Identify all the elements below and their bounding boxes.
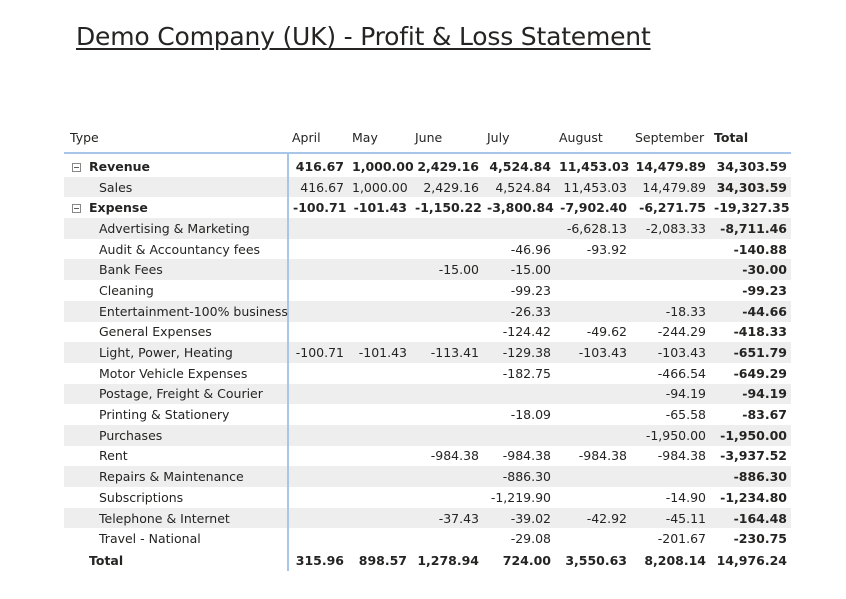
row-label: Expense	[89, 200, 148, 216]
row-total-cell: -651.79	[710, 342, 791, 363]
row-total-cell: -94.19	[710, 384, 791, 405]
row-header-cell	[64, 259, 288, 280]
value-cell	[288, 218, 348, 239]
row-label: Sales	[99, 179, 133, 195]
grand-total-cell: 315.96	[295, 552, 344, 568]
row-label: Advertising & Marketing	[99, 220, 250, 236]
value-cell: -37.43	[411, 508, 483, 529]
value-cell: -1,219.90	[490, 489, 551, 505]
value-cell	[555, 425, 631, 446]
row-label: Bank Fees	[99, 262, 163, 278]
value-cell	[348, 239, 411, 260]
value-cell: -2,083.33	[631, 218, 710, 239]
account-row	[64, 342, 791, 363]
value-cell	[411, 280, 483, 301]
column-header-type[interactable]: Type	[64, 122, 288, 153]
row-total-cell: -44.66	[710, 301, 791, 322]
value-cell	[348, 508, 411, 529]
value-cell	[411, 301, 483, 322]
account-row	[64, 218, 791, 239]
category-row	[64, 153, 791, 177]
value-cell: -244.29	[657, 324, 706, 340]
value-cell	[411, 404, 483, 425]
row-header-cell	[64, 239, 288, 260]
row-total-cell: -30.00	[710, 259, 791, 280]
value-cell	[288, 384, 348, 405]
row-label: Rent	[99, 448, 128, 464]
value-cell	[348, 301, 411, 322]
row-header-cell	[64, 153, 288, 177]
value-cell	[288, 259, 348, 280]
row-header-cell	[64, 404, 288, 425]
account-row	[64, 528, 791, 549]
minus-square-icon[interactable]	[72, 163, 81, 172]
value-cell: -26.33	[483, 301, 555, 322]
value-cell	[288, 280, 348, 301]
value-cell	[411, 528, 483, 549]
row-header-cell	[64, 177, 288, 198]
value-cell	[555, 259, 631, 280]
value-cell: -65.58	[665, 407, 706, 423]
value-cell	[348, 280, 411, 301]
category-row	[64, 197, 791, 218]
value-cell	[288, 322, 348, 343]
value-cell: -113.41	[411, 342, 483, 363]
row-header-cell	[64, 342, 288, 363]
row-label: Light, Power, Heating	[99, 345, 233, 361]
row-header-cell	[64, 487, 288, 508]
row-header-cell	[64, 363, 288, 384]
value-cell	[288, 425, 348, 446]
value-cell	[631, 259, 710, 280]
value-cell: -886.30	[483, 466, 555, 487]
row-total-cell: -886.30	[710, 466, 791, 487]
value-cell: 14,479.89	[635, 158, 706, 174]
value-cell: 4,524.84	[483, 177, 555, 198]
value-cell: -100.71	[293, 200, 347, 216]
value-cell: -100.71	[288, 342, 348, 363]
grand-total-label: Total	[64, 549, 288, 571]
value-cell: 4,524.84	[489, 158, 551, 174]
column-header-total[interactable]: Total	[710, 122, 791, 153]
value-cell	[288, 487, 348, 508]
value-cell	[411, 425, 483, 446]
value-cell	[348, 363, 411, 384]
minus-square-icon[interactable]	[72, 204, 81, 213]
row-label: Postage, Freight & Courier	[99, 386, 263, 402]
row-header-cell	[64, 218, 288, 239]
value-cell: -49.62	[586, 324, 627, 340]
grand-total-cell: 8,208.14	[644, 552, 706, 568]
account-row	[64, 301, 791, 322]
value-cell: -103.43	[631, 342, 710, 363]
value-cell: 1,000.00	[352, 158, 414, 174]
value-cell	[348, 446, 411, 467]
row-total-cell: -230.75	[733, 531, 787, 547]
value-cell: -45.11	[631, 508, 710, 529]
row-total-cell: 34,303.59	[716, 158, 787, 174]
row-header-cell	[64, 197, 288, 218]
row-label: Revenue	[89, 158, 151, 174]
header-row	[64, 122, 791, 153]
value-cell	[348, 528, 411, 549]
value-cell	[288, 404, 348, 425]
value-cell	[483, 425, 555, 446]
row-label: Printing & Stationery	[99, 407, 230, 423]
column-header-april[interactable]: April	[288, 122, 348, 153]
value-cell	[483, 218, 555, 239]
value-cell	[348, 259, 411, 280]
value-cell: -984.38	[578, 448, 627, 464]
value-cell	[555, 466, 631, 487]
row-header-cell	[64, 301, 288, 322]
row-label: Audit & Accountancy fees	[99, 241, 261, 257]
value-cell: -18.33	[631, 301, 710, 322]
column-header-july[interactable]: July	[483, 122, 555, 153]
value-cell: 11,453.03	[559, 158, 630, 174]
row-header-cell	[64, 528, 288, 549]
value-cell	[555, 301, 631, 322]
value-cell: -984.38	[657, 448, 706, 464]
value-cell: -18.09	[510, 407, 551, 423]
value-cell: -94.19	[631, 384, 710, 405]
value-cell	[555, 487, 631, 508]
row-total-cell: -649.29	[733, 365, 787, 381]
row-total-cell: -83.67	[742, 407, 787, 423]
row-total-cell: -418.33	[733, 324, 787, 340]
grand-total-cell: 14,976.24	[716, 552, 787, 568]
account-row	[64, 177, 791, 198]
row-total-cell: -19,327.35	[714, 200, 790, 216]
value-cell	[483, 384, 555, 405]
value-cell	[348, 425, 411, 446]
value-cell	[411, 239, 483, 260]
value-cell	[555, 404, 631, 425]
row-header-cell	[64, 322, 288, 343]
value-cell: 416.67	[288, 177, 348, 198]
row-header-cell	[64, 466, 288, 487]
account-row	[64, 322, 791, 343]
value-cell	[631, 239, 710, 260]
value-cell: -46.96	[510, 241, 551, 257]
value-cell	[411, 218, 483, 239]
value-cell	[348, 384, 411, 405]
row-label: Telephone & Internet	[99, 510, 230, 526]
value-cell: -29.08	[510, 531, 551, 547]
value-cell: -1,950.00	[631, 425, 710, 446]
value-cell: 11,453.03	[555, 177, 631, 198]
value-cell	[631, 280, 710, 301]
value-cell: -39.02	[483, 508, 555, 529]
row-header-cell	[64, 425, 288, 446]
value-cell: 14,479.89	[631, 177, 710, 198]
column-header-may[interactable]: May	[348, 122, 411, 153]
account-row	[64, 239, 791, 260]
row-label: General Expenses	[99, 324, 212, 340]
report-title: Demo Company (UK) - Profit & Loss Statement	[76, 22, 651, 51]
account-row	[64, 404, 791, 425]
value-cell: -129.38	[483, 342, 555, 363]
value-cell: -42.92	[555, 508, 631, 529]
account-row	[64, 363, 791, 384]
row-total-cell: -3,937.52	[720, 448, 787, 464]
row-label: Travel - National	[99, 531, 201, 547]
row-header-cell	[64, 508, 288, 529]
value-cell	[348, 218, 411, 239]
row-total-cell: 34,303.59	[710, 177, 791, 198]
value-cell: -93.92	[586, 241, 627, 257]
row-total-cell: -164.48	[710, 508, 791, 529]
value-cell: -6,271.75	[639, 200, 706, 216]
value-cell: -99.23	[510, 282, 551, 298]
grand-total-cell: 724.00	[502, 552, 551, 568]
value-cell: 2,429.16	[417, 158, 479, 174]
value-cell	[411, 384, 483, 405]
row-total-cell: -1,234.80	[720, 489, 787, 505]
value-cell: -14.90	[665, 489, 706, 505]
value-cell	[288, 508, 348, 529]
value-cell: -466.54	[657, 365, 706, 381]
value-cell: -984.38	[502, 448, 551, 464]
value-cell	[411, 487, 483, 508]
row-header-cell	[64, 280, 288, 301]
value-cell	[288, 239, 348, 260]
value-cell	[288, 363, 348, 384]
value-cell: -103.43	[555, 342, 631, 363]
value-cell: -124.42	[502, 324, 551, 340]
grand-total-cell: 3,550.63	[565, 552, 627, 568]
value-cell: -101.43	[348, 342, 411, 363]
column-header-august[interactable]: August	[555, 122, 631, 153]
row-total-cell: -8,711.46	[710, 218, 791, 239]
column-header-september[interactable]: September	[631, 122, 710, 153]
grand-total-cell: 1,278.94	[417, 552, 479, 568]
value-cell: -101.43	[353, 200, 407, 216]
row-total-cell: -140.88	[733, 241, 787, 257]
value-cell: 1,000.00	[348, 177, 411, 198]
value-cell	[288, 301, 348, 322]
value-cell: -182.75	[502, 365, 551, 381]
grand-total-cell: 898.57	[358, 552, 407, 568]
value-cell: -1,150.22	[415, 200, 482, 216]
value-cell	[631, 466, 710, 487]
value-cell	[348, 466, 411, 487]
column-header-june[interactable]: June	[411, 122, 483, 153]
account-row	[64, 425, 791, 446]
row-header-cell	[64, 446, 288, 467]
value-cell: -7,902.40	[560, 200, 627, 216]
value-cell: -201.67	[657, 531, 706, 547]
grand-total-row	[64, 549, 791, 571]
value-cell: -3,800.84	[487, 200, 554, 216]
value-cell	[288, 466, 348, 487]
value-cell	[555, 280, 631, 301]
row-total-cell: -99.23	[742, 282, 787, 298]
value-cell	[411, 466, 483, 487]
value-cell	[288, 528, 348, 549]
account-row	[64, 259, 791, 280]
value-cell	[555, 384, 631, 405]
value-cell: 2,429.16	[411, 177, 483, 198]
value-cell	[348, 487, 411, 508]
value-cell	[348, 404, 411, 425]
value-cell: -15.00	[483, 259, 555, 280]
value-cell	[555, 363, 631, 384]
pl-matrix-table	[64, 122, 791, 571]
value-cell	[348, 322, 411, 343]
account-row	[64, 487, 791, 508]
row-label: Entertainment-100% business	[99, 303, 288, 319]
account-row	[64, 446, 791, 467]
value-cell	[288, 446, 348, 467]
account-row	[64, 508, 791, 529]
value-cell: -984.38	[430, 448, 479, 464]
account-row	[64, 384, 791, 405]
value-cell: 416.67	[295, 158, 344, 174]
row-label: Cleaning	[99, 282, 154, 298]
row-header-cell	[64, 384, 288, 405]
row-label: Subscriptions	[99, 489, 184, 505]
value-cell	[555, 528, 631, 549]
value-cell	[411, 322, 483, 343]
value-cell: -15.00	[411, 259, 483, 280]
row-total-cell: -1,950.00	[710, 425, 791, 446]
account-row	[64, 280, 791, 301]
value-cell: -6,628.13	[555, 218, 631, 239]
row-label: Repairs & Maintenance	[99, 469, 244, 485]
value-cell	[411, 363, 483, 384]
account-row	[64, 466, 791, 487]
row-label: Motor Vehicle Expenses	[99, 365, 248, 381]
row-label: Purchases	[99, 427, 163, 443]
